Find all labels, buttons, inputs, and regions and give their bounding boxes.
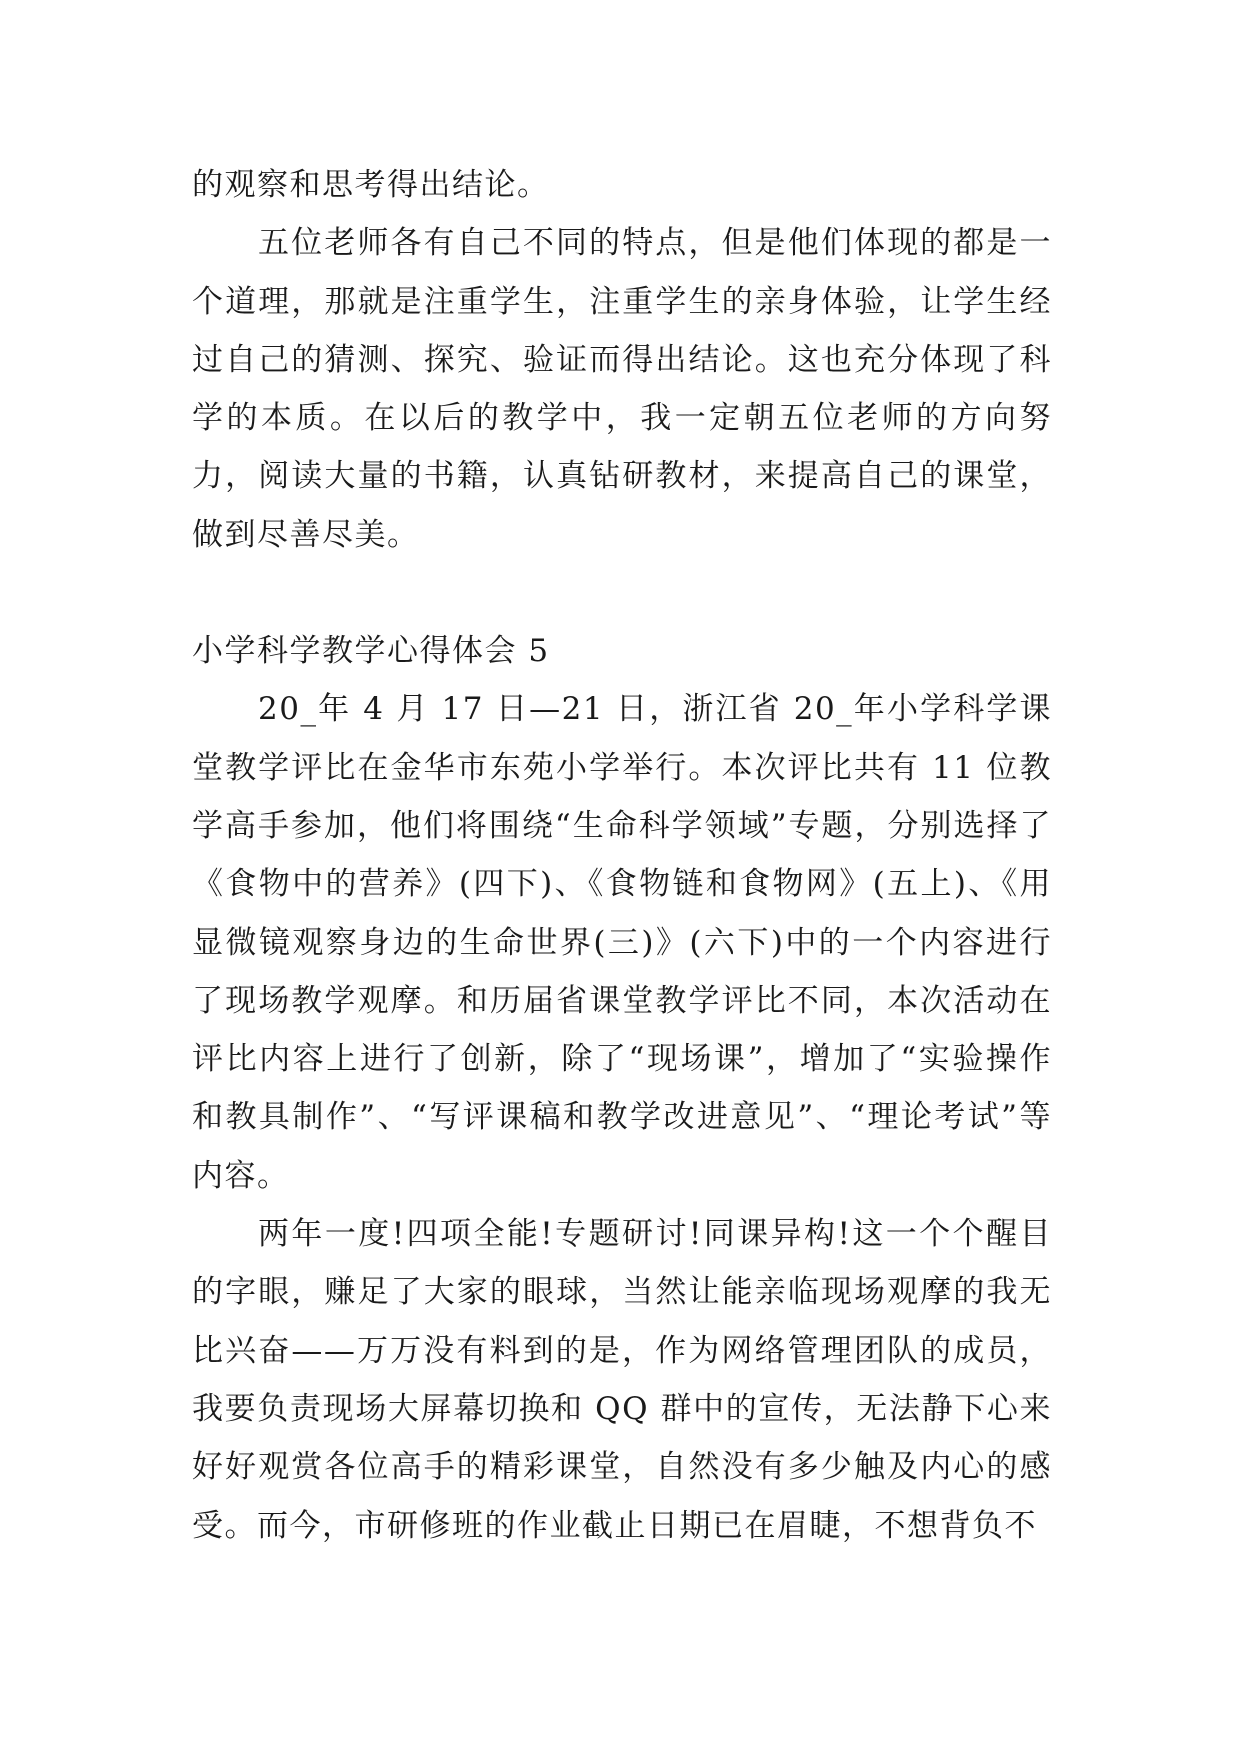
- continuation-paragraph: 的观察和思考得出结论。: [192, 167, 550, 203]
- teachers-paragraph: 五位老师各有自己不同的特点，但是他们体现的都是一个道理，那就是注重学生，注重学生的亲身体验，让学生经过自己的猜测、探究、验证而得出结论。这也充分体现了科学的本质。在以后的教学中，我一定朝五位老师的方向努力，阅读大量的书籍，认真钻研教材，来提高自己的课堂，做到尽善尽美。: [192, 225, 1052, 553]
- reflection-paragraph: 两年一度!四项全能!专题研讨!同课异构!这一个个醒目的字眼，赚足了大家的眼球，当然让能亲临现场观摩的我无比兴奋——万万没有料到的是，作为网络管理团队的成员，我要负责现场大屏幕切换和 QQ 群中的宣传，无法静下心来好好观赏各位高手的精彩课堂，自然没有多少触及内心的感受。而今，市研修班的作业截止日期已在眉睫，不想背负不: [192, 1216, 1052, 1544]
- event-paragraph: 20_年 4 月 17 日—21 日，浙江省 20_年小学科学课堂教学评比在金华市东苑小学举行。本次评比共有 11 位教学高手参加，他们将围绕“生命科学领域”专题，分别选择了《食物中的营养》(四下)、《食物链和食物网》(五上)、《用显微镜观察身边的生命世界(三)》(六下)中的一个内容进行了现场教学观摩。和历届省课堂教学评比不同，本次活动在评比内容上进行了创新，除了“现场课”，增加了“实验操作和教具制作”、“写评课稿和教学改进意见”、“理论考试”等内容。: [192, 691, 1052, 1194]
- document-body: [192, 156, 1052, 1555]
- section-title: 小学科学教学心得体会 5: [192, 633, 550, 670]
